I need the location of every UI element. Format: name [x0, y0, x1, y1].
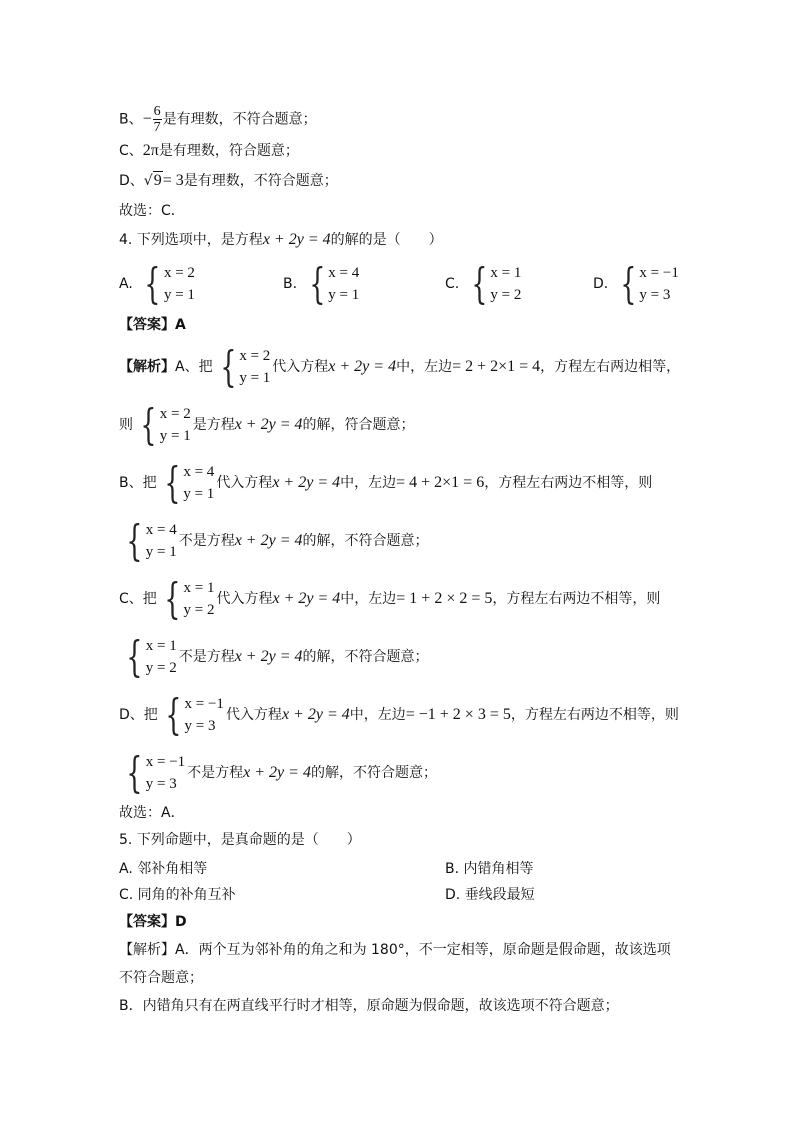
equation-system: { x = −1 y = 3: [126, 748, 186, 797]
q4-option-b[interactable]: [283, 259, 361, 308]
text: 的解，不符合题意；: [310, 765, 437, 781]
equation-system: { x = 2 y = 1: [144, 259, 195, 308]
option-d-analysis: [119, 171, 338, 191]
text: ，方程左右两边相等，: [540, 359, 681, 375]
text: 中，左边: [340, 475, 397, 491]
row: x = 1: [490, 265, 522, 281]
analysis-c-conclusion: [119, 632, 429, 681]
row: y = 1: [159, 428, 191, 444]
row: x = 2: [163, 265, 195, 281]
text: 的解，符合题意；: [302, 417, 415, 433]
option-label: A.: [119, 276, 133, 292]
q5-option-b[interactable]: B. 内错角相等: [445, 861, 534, 877]
row: y = 1: [163, 287, 195, 303]
answer-5: 【答案】D: [119, 914, 187, 930]
row: x = 2: [239, 348, 271, 364]
equation: x + 2y = 4: [243, 764, 311, 781]
row: x = −1: [145, 754, 186, 770]
row: y = 1: [239, 370, 271, 386]
text: 的解的是（ ）: [330, 232, 443, 248]
row: y = 2: [183, 602, 215, 618]
math: 2π: [142, 142, 159, 159]
equation-system: { x = −1 y = 3: [165, 690, 224, 739]
row: x = 4: [183, 464, 215, 480]
row: y = 1: [145, 544, 177, 560]
text: 4. 下列选项中，是方程: [119, 232, 263, 248]
text: 是有理数，不符合题意；: [162, 111, 317, 128]
text: 中，左边: [340, 591, 397, 607]
equation-system: { x = 2 y = 1: [140, 400, 191, 449]
q5-option-d[interactable]: D. 垂线段最短: [445, 887, 535, 903]
text: 则: [119, 417, 133, 433]
sqrt: √9: [143, 172, 162, 189]
text: B、把: [119, 475, 157, 491]
equation-system: { x = 1 y = 2: [164, 574, 215, 623]
analysis-5-line2: 不符合题意；: [119, 970, 203, 986]
analysis-d: [119, 690, 679, 739]
row: x = 1: [183, 580, 215, 596]
label: C、: [119, 143, 143, 159]
q4-option-d[interactable]: [593, 259, 681, 308]
math: = 3: [162, 172, 184, 189]
row: y = 2: [490, 287, 522, 303]
row: x = 1: [145, 638, 177, 654]
row: y = 1: [183, 486, 215, 502]
text: ，方程左右两边不相等，则: [510, 707, 679, 723]
q5-option-a[interactable]: A. 邻补角相等: [119, 861, 208, 877]
text: 的解，不符合题意；: [302, 649, 429, 665]
label: B、: [119, 111, 143, 128]
row: x = 2: [159, 406, 191, 422]
math: = −1 + 2 × 3 = 5: [405, 706, 511, 723]
option-b-analysis: [119, 104, 317, 135]
question-4: [119, 230, 443, 250]
math: = 2 + 2×1 = 4: [452, 358, 541, 375]
equation-system: { x = 4 y = 1: [308, 259, 360, 308]
analysis-5-line3: B．内错角只有在两直线平行时才相等，原命题为假命题，故该选项不符合题意；: [119, 998, 619, 1014]
row: y = 2: [145, 660, 177, 676]
text: 代入方程: [272, 359, 329, 375]
text: D、把: [119, 707, 158, 723]
equation: x + 2y = 4: [262, 231, 331, 248]
text: 中，左边: [396, 359, 453, 375]
text: 的解，不符合题意；: [302, 533, 429, 549]
row: x = 4: [145, 522, 177, 538]
equation-system: { x = −1 y = 3: [620, 259, 679, 308]
fraction: [153, 104, 162, 135]
analysis-b: [119, 458, 653, 507]
equation-system: { x = 1 y = 2: [471, 259, 522, 308]
row: x = 4: [328, 265, 360, 281]
analysis-a: [119, 342, 681, 391]
equation: x + 2y = 4: [272, 590, 341, 607]
row: y = 3: [145, 776, 177, 792]
analysis-c: [119, 574, 661, 623]
option-label: C.: [445, 276, 460, 292]
analysis-d-conclusion: [119, 748, 437, 797]
q5-option-c[interactable]: C. 同角的补角互补: [119, 887, 236, 903]
row: x = −1: [639, 265, 679, 281]
equation: x + 2y = 4: [272, 474, 341, 491]
text: ，方程左右两边不相等，则: [484, 475, 653, 491]
label: D、: [119, 173, 144, 189]
equation-system: { x = 1 y = 2: [126, 632, 177, 681]
equation-system: { x = 2 y = 1: [219, 342, 271, 391]
equation: x + 2y = 4: [328, 358, 397, 375]
math: = 4 + 2×1 = 6: [396, 474, 485, 491]
question-5: 5. 下列命题中，是真命题的是（ ）: [119, 832, 361, 848]
answer-4: 【答案】A: [119, 317, 186, 333]
text: A、把: [175, 359, 213, 375]
math: = 1 + 2 × 2 = 5: [396, 590, 493, 607]
choose-a: 故选：A．: [119, 805, 185, 821]
analysis-label: 【解析】: [119, 359, 175, 375]
analysis-b-conclusion: [119, 516, 429, 565]
text: ，方程左右两边不相等，则: [492, 591, 661, 607]
option-c-analysis: [119, 141, 299, 161]
equation-system: { x = 4 y = 1: [126, 516, 177, 565]
text: 中，左边: [349, 707, 406, 723]
radicand: 9: [153, 172, 162, 189]
q4-option-c[interactable]: [445, 259, 523, 308]
option-label: B.: [283, 276, 298, 292]
equation: x + 2y = 4: [234, 532, 303, 549]
minus-sign: −: [142, 110, 152, 128]
row: y = 3: [184, 718, 216, 734]
option-label: D.: [593, 276, 609, 292]
equation: x + 2y = 4: [281, 706, 350, 723]
equation-system: { x = 4 y = 1: [163, 458, 215, 507]
text: 不是方程: [178, 533, 235, 549]
equation: x + 2y = 4: [234, 416, 303, 433]
analysis-5-line1: 【解析】A．两个互为邻补角的角之和为 180°，不一定相等，原命题是假命题，故该选项: [119, 942, 671, 958]
text: 代入方程: [216, 475, 273, 491]
text: 不是方程: [187, 765, 244, 781]
text: C、把: [119, 591, 157, 607]
numerator: 6: [153, 104, 161, 119]
text: 代入方程: [216, 591, 273, 607]
row: x = −1: [184, 696, 224, 712]
text: 不是方程: [178, 649, 235, 665]
row: y = 3: [639, 287, 671, 303]
text: 是有理数，符合题意；: [158, 143, 299, 159]
analysis-a-conclusion: [119, 400, 415, 449]
text: 是方程: [192, 417, 235, 433]
denominator: 7: [153, 120, 161, 135]
choose-c: 故选：C．: [119, 203, 185, 219]
row: y = 1: [328, 287, 360, 303]
text: 是有理数，不符合题意；: [183, 173, 338, 189]
text: 代入方程: [225, 707, 282, 723]
equation: x + 2y = 4: [234, 648, 303, 665]
q4-option-a[interactable]: [119, 259, 197, 308]
